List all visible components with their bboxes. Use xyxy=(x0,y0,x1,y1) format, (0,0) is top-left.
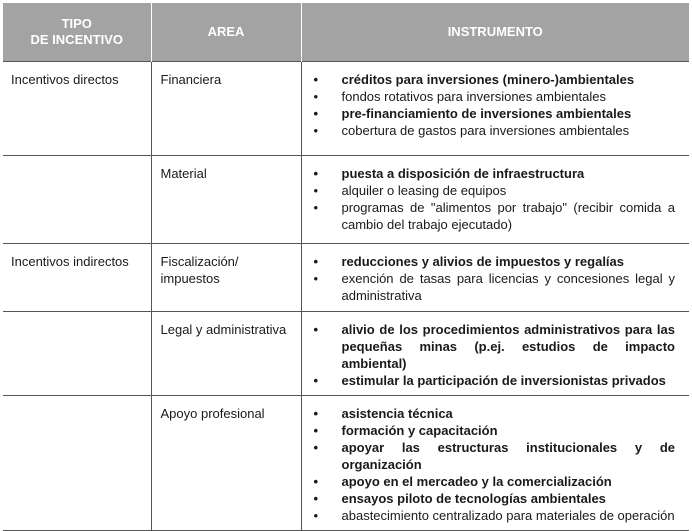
incentives-table xyxy=(3,3,689,531)
instrument-item xyxy=(314,473,676,490)
instrument-item xyxy=(314,105,676,122)
bullet-icon: • xyxy=(313,474,319,489)
instrumento-cell xyxy=(301,244,689,312)
instrument-list xyxy=(314,253,676,304)
instrument-item-text: alivio de los procedimientos administrativos para las pequeñas minas (p.ej. estudios de impacto ambiental) xyxy=(341,322,675,371)
header-tipo-line1: TIPO xyxy=(61,16,92,31)
tipo-cell: Incentivos directos xyxy=(3,62,151,156)
instrument-item xyxy=(314,405,676,422)
bullet-icon: • xyxy=(313,123,319,138)
header-area: AREA xyxy=(151,3,301,62)
instrument-item xyxy=(314,422,676,439)
instrument-list xyxy=(314,165,676,233)
header-tipo xyxy=(3,3,151,62)
instrument-item xyxy=(314,71,676,88)
bullet-icon: • xyxy=(313,406,319,421)
bullet-icon: • xyxy=(313,254,319,269)
instrument-item xyxy=(314,490,676,507)
table-header xyxy=(3,3,689,62)
instrumento-cell xyxy=(301,312,689,396)
instrument-item-text: asistencia técnica xyxy=(341,406,453,421)
area-cell: Fiscalización/ impuestos xyxy=(151,244,301,312)
instrument-item xyxy=(314,122,676,139)
instrument-list xyxy=(314,71,676,139)
instrument-item xyxy=(314,321,676,372)
bullet-icon: • xyxy=(313,106,319,121)
instrument-item-text: estimular la participación de inversionistas privados xyxy=(341,373,666,388)
table-body xyxy=(3,62,689,531)
instrument-item-text: puesta a disposición de infraestructura xyxy=(341,166,585,181)
tipo-cell: Incentivos indirectos xyxy=(3,244,151,312)
instrument-item-text: cobertura de gastos para inversiones ambientales xyxy=(341,123,630,138)
instrument-item xyxy=(314,439,676,473)
instrument-item xyxy=(314,253,676,270)
instrument-list xyxy=(314,321,676,389)
instrumento-cell xyxy=(301,62,689,156)
instrument-item xyxy=(314,182,676,199)
bullet-icon: • xyxy=(313,491,319,506)
tipo-cell xyxy=(3,312,151,396)
bullet-icon: • xyxy=(313,183,319,198)
instrument-item xyxy=(314,165,676,182)
bullet-icon: • xyxy=(313,89,319,104)
bullet-icon: • xyxy=(313,440,319,455)
instrument-item-text: apoyar las estructuras institucionales y de organización xyxy=(341,440,675,472)
table-row xyxy=(3,312,689,396)
instrument-item xyxy=(314,270,676,304)
table-row xyxy=(3,396,689,531)
instrument-item xyxy=(314,88,676,105)
table-row xyxy=(3,244,689,312)
instrument-item-text: exención de tasas para licencias y concesiones legal y administrativa xyxy=(341,271,675,303)
tipo-cell xyxy=(3,396,151,531)
instrument-item-text: apoyo en el mercadeo y la comercialización xyxy=(341,474,612,489)
header-tipo-line2: DE INCENTIVO xyxy=(30,32,123,47)
bullet-icon: • xyxy=(313,423,319,438)
bullet-icon: • xyxy=(313,72,319,87)
tipo-cell xyxy=(3,156,151,244)
bullet-icon: • xyxy=(313,322,319,337)
bullet-icon: • xyxy=(313,508,319,523)
instrument-item-text: formación y capacitación xyxy=(341,423,498,438)
header-instrumento: INSTRUMENTO xyxy=(301,3,689,62)
instrument-list xyxy=(314,405,676,524)
instrument-item xyxy=(314,372,676,389)
instrument-item-text: créditos para inversiones (minero-)ambientales xyxy=(341,72,635,87)
bullet-icon: • xyxy=(313,373,319,388)
instrument-item-text: programas de "alimentos por trabajo" (recibir comida a cambio del trabajo ejecutado) xyxy=(341,200,675,232)
instrument-item-text: pre-financiamiento de inversiones ambientales xyxy=(341,106,632,121)
area-cell: Apoyo profesional xyxy=(151,396,301,531)
instrument-item-text: fondos rotativos para inversiones ambientales xyxy=(341,89,606,104)
area-cell: Financiera xyxy=(151,62,301,156)
instrument-item-text: ensayos piloto de tecnologías ambientales xyxy=(341,491,606,506)
instrument-item xyxy=(314,199,676,233)
table-row xyxy=(3,156,689,244)
instrument-item-text: abastecimiento centralizado para materiales de operación xyxy=(341,508,675,523)
area-cell: Material xyxy=(151,156,301,244)
bullet-icon: • xyxy=(313,271,319,286)
instrumento-cell xyxy=(301,396,689,531)
instrument-item-text: alquiler o leasing de equipos xyxy=(341,183,507,198)
instrument-item xyxy=(314,507,676,524)
bullet-icon: • xyxy=(313,200,319,215)
instrumento-cell xyxy=(301,156,689,244)
bullet-icon: • xyxy=(313,166,319,181)
table-row xyxy=(3,62,689,156)
instrument-item-text: reducciones y alivios de impuestos y regalías xyxy=(341,254,625,269)
area-cell: Legal y administrativa xyxy=(151,312,301,396)
